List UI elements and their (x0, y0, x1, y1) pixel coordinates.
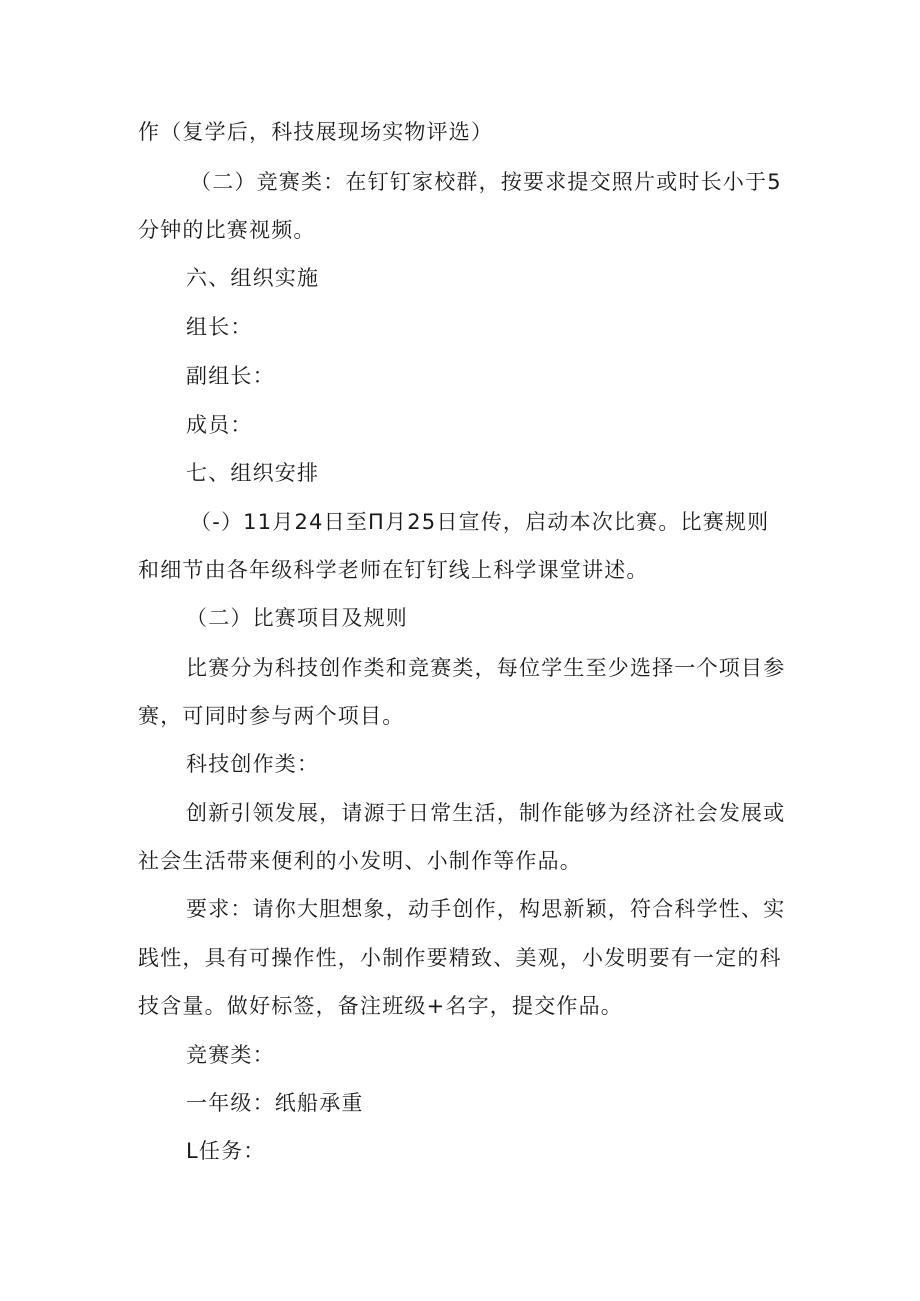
text-line: 赛，可同时参与两个项目。 (138, 704, 405, 728)
text-line: 竞赛类： (186, 1043, 275, 1067)
text-line: （二）竞赛类：在钉钉家校群，按要求提交照片或时长小于5 (190, 170, 782, 194)
text-line: 要求：请你大胆想象，动手创作，构思新颖，符合科学性、实 (186, 897, 786, 921)
text-line: 一年级：纸船承重 (186, 1091, 364, 1115)
text-line: 组长： (186, 315, 253, 339)
text-line: 比赛分为科技创作类和竞赛类，每位学生至少选择一个项目参 (186, 656, 786, 680)
text-line: 技含量。做好标签，备注班级+名字，提交作品。 (138, 994, 623, 1018)
text-line: 分钟的比赛视频。 (138, 218, 316, 242)
text-line: 副组长： (186, 364, 275, 388)
text-line: 创新引领发展，请源于日常生活，制作能够为经济社会发展或 (186, 801, 786, 825)
text-line: 践性，具有可操作性，小制作要精致、美观，小发明要有一定的科 (138, 946, 782, 970)
section-heading: 六、组织实施 (186, 266, 320, 290)
text-line: 和细节由各年级科学老师在钉钉线上科学课堂讲述。 (138, 558, 649, 582)
text-line: 作（复学后，科技展现场实物评选） (138, 120, 494, 144)
text-line: （-）11月24日至Π月25日宣传，启动本次比赛。比赛规则 (190, 510, 770, 534)
text-line: L任务： (186, 1139, 266, 1163)
subsection-heading: （二）比赛项目及规则 (186, 606, 408, 630)
text-line: 科技创作类： (186, 752, 320, 776)
section-heading: 七、组织安排 (186, 461, 320, 485)
text-line: 社会生活带来便利的小发明、小制作等作品。 (138, 849, 582, 873)
text-line: 成员： (186, 413, 253, 437)
